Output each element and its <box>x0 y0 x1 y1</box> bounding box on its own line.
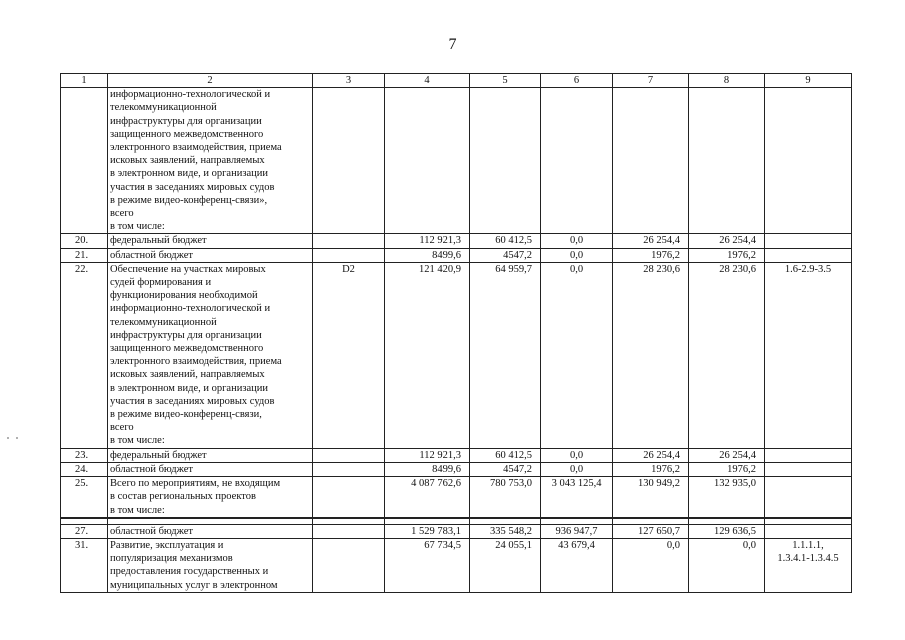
table-cell: 335 548,2 <box>470 524 541 538</box>
table-cell <box>765 248 852 262</box>
table-cell: 4 087 762,6 <box>385 477 470 518</box>
column-header: 7 <box>613 74 689 88</box>
table-cell: 4547,2 <box>470 248 541 262</box>
column-header: 8 <box>689 74 765 88</box>
table-row <box>61 462 852 476</box>
table-cell: 1 529 783,1 <box>385 524 470 538</box>
table-cell <box>613 88 689 234</box>
table-cell: 3 043 125,4 <box>541 477 613 518</box>
table-cell: 4547,2 <box>470 462 541 476</box>
table-cell: 780 753,0 <box>470 477 541 518</box>
row-number: 21. <box>61 248 108 262</box>
table-cell: 112 921,3 <box>385 234 470 248</box>
page-number: 7 <box>448 36 457 53</box>
table-cell <box>765 477 852 518</box>
row-name: областной бюджет <box>108 248 313 262</box>
table-cell: 43 679,4 <box>541 538 613 592</box>
table-cell <box>765 88 852 234</box>
table-cell: 1976,2 <box>689 462 765 476</box>
table-cell: 0,0 <box>613 538 689 592</box>
table-cell: 0,0 <box>541 262 613 448</box>
row-number <box>61 88 108 234</box>
table-header-row <box>61 74 852 88</box>
table-cell: 0,0 <box>689 538 765 592</box>
row-name: областной бюджет <box>108 524 313 538</box>
table-cell <box>313 248 385 262</box>
row-name: Развитие, эксплуатация и популяризация механизмов предоставления государственных и муниципальных услуг в электронном <box>108 538 313 592</box>
budget-table <box>60 73 852 593</box>
table-cell: 26 254,4 <box>689 234 765 248</box>
column-header: 4 <box>385 74 470 88</box>
table-cell <box>385 88 470 234</box>
table-cell: 121 420,9 <box>385 262 470 448</box>
table-cell <box>313 524 385 538</box>
row-name: федеральный бюджет <box>108 448 313 462</box>
table-cell <box>765 524 852 538</box>
table-cell: 8499,6 <box>385 248 470 262</box>
table-cell: 127 650,7 <box>613 524 689 538</box>
table-cell: 1.1.1.1, 1.3.4.1-1.3.4.5 <box>765 538 852 592</box>
table-cell <box>541 88 613 234</box>
table-row <box>61 524 852 538</box>
table-cell: 112 921,3 <box>385 448 470 462</box>
table-cell: 26 254,4 <box>613 448 689 462</box>
table-cell: 1976,2 <box>689 248 765 262</box>
table-cell: 1976,2 <box>613 462 689 476</box>
table-row <box>61 538 852 592</box>
table-cell <box>313 88 385 234</box>
table-cell: 28 230,6 <box>689 262 765 448</box>
table-cell: 1976,2 <box>613 248 689 262</box>
table-cell <box>313 538 385 592</box>
table-cell: 24 055,1 <box>470 538 541 592</box>
table-cell: 60 412,5 <box>470 234 541 248</box>
column-header: 6 <box>541 74 613 88</box>
row-name: областной бюджет <box>108 462 313 476</box>
margin-dot <box>7 437 9 439</box>
row-name: федеральный бюджет <box>108 234 313 248</box>
table-cell: 26 254,4 <box>613 234 689 248</box>
margin-dot <box>16 437 18 439</box>
row-number: 24. <box>61 462 108 476</box>
table-cell: 0,0 <box>541 234 613 248</box>
table-cell: 130 949,2 <box>613 477 689 518</box>
table-cell <box>313 448 385 462</box>
row-number: 27. <box>61 524 108 538</box>
column-header: 3 <box>313 74 385 88</box>
table-cell: 0,0 <box>541 462 613 476</box>
table-cell: 28 230,6 <box>613 262 689 448</box>
table-cell: 129 636,5 <box>689 524 765 538</box>
table-cell <box>313 462 385 476</box>
table-cell: 936 947,7 <box>541 524 613 538</box>
row-name: информационно-технологической и телекоммуникационной инфраструктуры для организации защищенного межведомственного электронного взаимодействия, приема исковых заявлений, направляемых в электронном виде, и организации участия в заседаниях мировых судов в режиме видео-конференц-связи», всего в том числе: <box>108 88 313 234</box>
table-cell <box>765 448 852 462</box>
table-cell: 67 734,5 <box>385 538 470 592</box>
table-cell: 8499,6 <box>385 462 470 476</box>
table-cell <box>765 234 852 248</box>
table-cell <box>313 234 385 248</box>
row-name: Всего по мероприятиям, не входящим в состав региональных проектов в том числе: <box>108 477 313 518</box>
table-cell <box>689 88 765 234</box>
table-cell: 132 935,0 <box>689 477 765 518</box>
row-name: Обеспечение на участках мировых судей формирования и функционирования необходимой информационно-технологической и телекоммуникационной инфраструктуры для организации защищенного межведомственного электронного взаимодействия, приема исковых заявлений, направляемых в электронном виде, и организации участия в заседаниях мировых судов в режиме видео-конференц-связи, всего в том числе: <box>108 262 313 448</box>
table-cell: 26 254,4 <box>689 448 765 462</box>
table-cell: D2 <box>313 262 385 448</box>
table-row <box>61 248 852 262</box>
row-number: 31. <box>61 538 108 592</box>
table-cell: 0,0 <box>541 248 613 262</box>
column-header: 1 <box>61 74 108 88</box>
table-cell: 1.6-2.9-3.5 <box>765 262 852 448</box>
table-cell: 60 412,5 <box>470 448 541 462</box>
table-row <box>61 88 852 234</box>
table-cell: 0,0 <box>541 448 613 462</box>
row-number: 20. <box>61 234 108 248</box>
table-cell <box>313 477 385 518</box>
row-number: 25. <box>61 477 108 518</box>
row-number: 22. <box>61 262 108 448</box>
table-row <box>61 448 852 462</box>
table-cell <box>470 88 541 234</box>
column-header: 5 <box>470 74 541 88</box>
column-header: 2 <box>108 74 313 88</box>
row-number: 23. <box>61 448 108 462</box>
table-row <box>61 477 852 518</box>
column-header: 9 <box>765 74 852 88</box>
table-cell <box>765 462 852 476</box>
table-row <box>61 262 852 448</box>
table-cell: 64 959,7 <box>470 262 541 448</box>
table-row <box>61 234 852 248</box>
